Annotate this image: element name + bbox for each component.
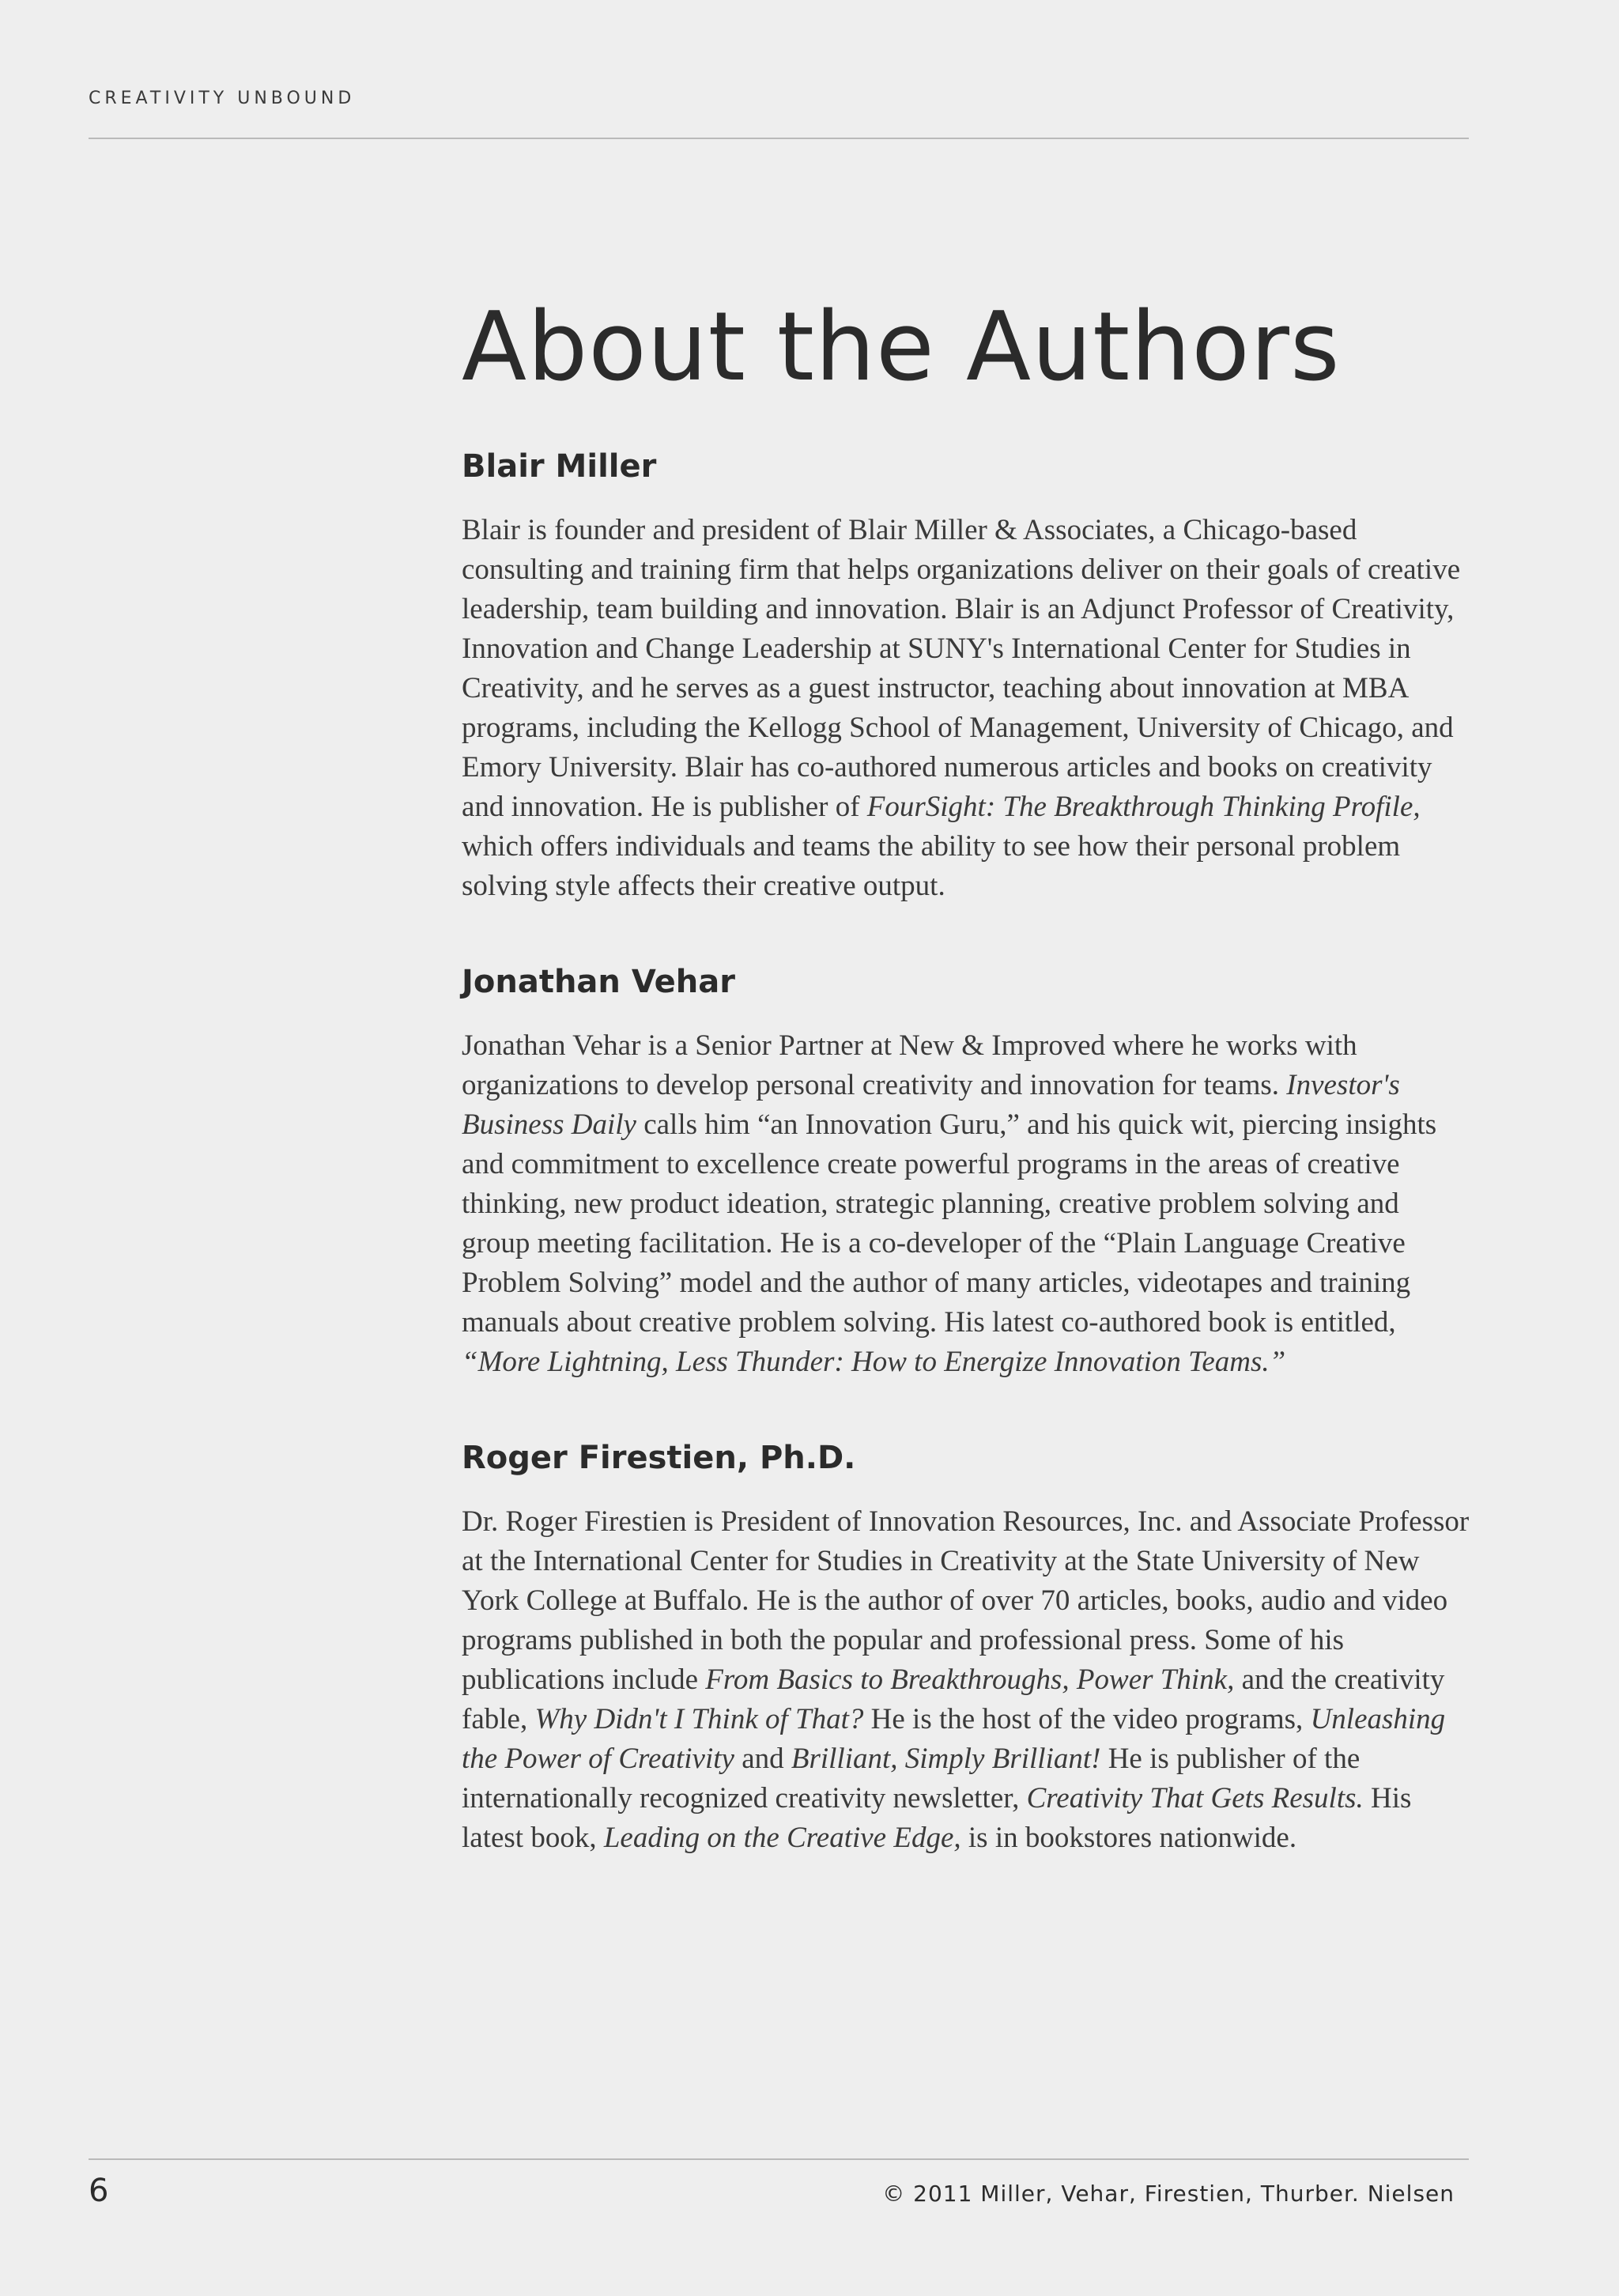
bio-text: and the creativity fable, (462, 1663, 1445, 1735)
bio-text: Dr. Roger Firestien is President of Innovation Resources, Inc. and Associate Professor at the International Center for Studies in Creativity at the State University of New York College at Buffalo. He is the author of over 70 articles, books, audio and video programs published in both the popular and professional press. Some of his publications include (462, 1505, 1470, 1696)
author-bio (462, 1502, 1472, 1858)
author-bio (462, 511, 1472, 906)
author-section (462, 1436, 1472, 1858)
bio-text: Jonathan Vehar is a Senior Partner at New & Improved where he works with organizations to develop personal creativity and innovation for teams. (462, 1029, 1357, 1101)
header-rule (89, 138, 1469, 139)
author-bio (462, 1026, 1472, 1382)
page-title: About the Authors (462, 293, 1341, 402)
running-head: CREATIVITY UNBOUND (89, 89, 356, 108)
copyright-line: © 2011 Miller, Vehar, Firestien, Thurber. Nielsen (882, 2181, 1455, 2207)
bio-text: which offers individuals and teams the ability to see how their personal problem solving style affects their creative output. (462, 830, 1401, 902)
bio-text: He is publisher of the internationally recognized creativity newsletter, (462, 1743, 1360, 1815)
author-name: Roger Firestien, Ph.D. (462, 1440, 856, 1476)
footer-rule (89, 2158, 1469, 2160)
bio-title-italic: Why Didn't I Think of That? (534, 1703, 864, 1735)
bio-text: calls him “an Innovation Guru,” and his quick wit, piercing insights and commitment to excellence create powerful programs in the areas of creative thinking, new product ideation, strategic planning, creative problem solving and group meeting facilitation. He is a co-developer of the “Plain Language Creative Problem Solving” model and the author of many articles, videotapes and training manuals about creative problem solving. His latest co-authored book is entitled, (462, 1108, 1437, 1339)
bio-title-italic: Creativity That Gets Results. (1026, 1782, 1364, 1815)
bio-text: Blair is founder and president of Blair Miller & Associates, a Chicago-based consulting and training firm that helps organizations deliver on their goals of creative leadership, team building and innovation. Blair is an Adjunct Professor of Creativity, Innovation and Change Leadership at SUNY's International Center for Studies in Creativity, and he serves as a guest instructor, teaching about innovation at MBA programs, including the Kellogg School of Management, University of Chicago, and Emory University. Blair has co-authored numerous articles and books on creativity and innovation. He is publisher of (462, 514, 1461, 823)
bio-title-italic: Leading on the Creative Edge, (603, 1822, 961, 1854)
author-section (462, 960, 1472, 1382)
bio-title-italic: Unleashing the Power of Creativity (462, 1703, 1446, 1775)
main-content (462, 293, 1472, 1912)
bio-title-italic: From Basics to Breakthroughs, Power Think, (705, 1663, 1235, 1696)
bio-title-italic: Brilliant, Simply Brilliant! (791, 1743, 1101, 1775)
bio-text: He is the host of the video programs, (863, 1703, 1311, 1735)
bio-title-italic: Investor's Business Daily (462, 1069, 1400, 1141)
author-name: Blair Miller (462, 448, 657, 485)
bio-text: His latest book, (462, 1782, 1412, 1854)
author-section (462, 444, 1472, 906)
page-number: 6 (89, 2173, 109, 2209)
bio-text: and (734, 1743, 791, 1775)
bio-text: is in bookstores nationwide. (960, 1822, 1297, 1854)
bio-title-italic: FourSight: The Breakthrough Thinking Profile, (866, 791, 1421, 823)
author-name: Jonathan Vehar (462, 964, 735, 1000)
bio-title-italic: “More Lightning, Less Thunder: How to Energize Innovation Teams.” (462, 1346, 1286, 1378)
